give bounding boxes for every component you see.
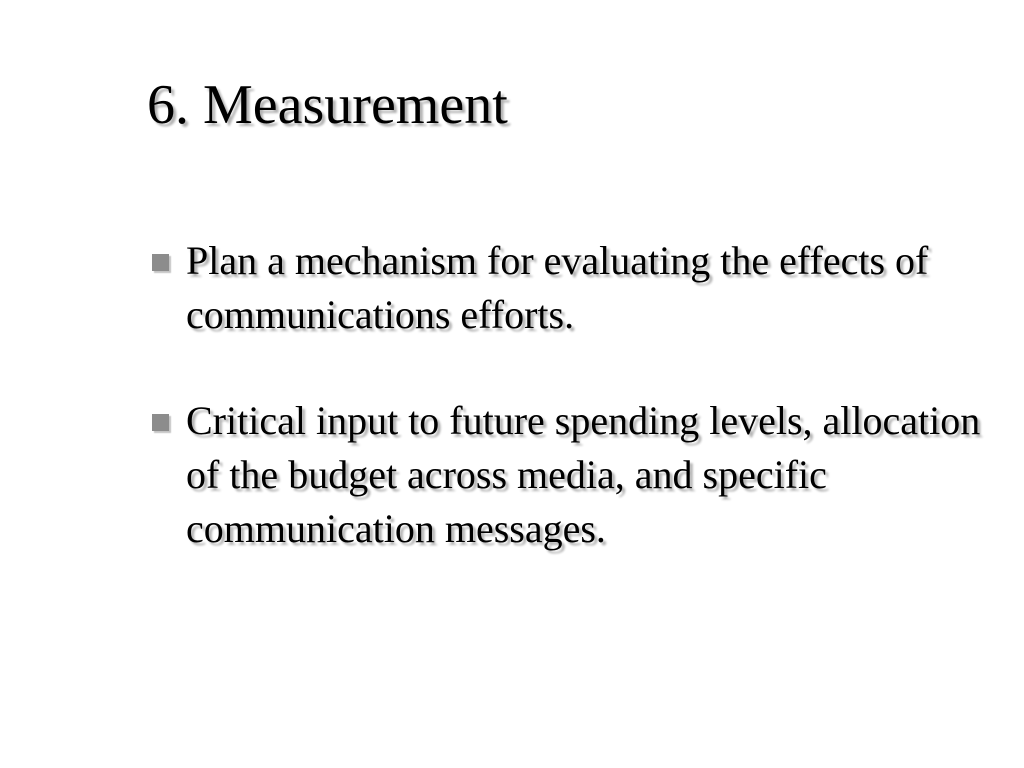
square-bullet-icon (152, 254, 169, 271)
slide-title: 6. Measurement (147, 74, 508, 136)
bullet-list (148, 234, 1008, 556)
bullet-item (148, 394, 1008, 556)
bullet-text: Plan a mechanism for evaluating the effects of communications efforts. (186, 238, 929, 337)
bullet-text: Critical input to future spending levels, allocation of the budget across media, and specific communication messages. (186, 398, 981, 551)
square-bullet-icon (152, 414, 169, 431)
bullet-item (148, 234, 1008, 342)
